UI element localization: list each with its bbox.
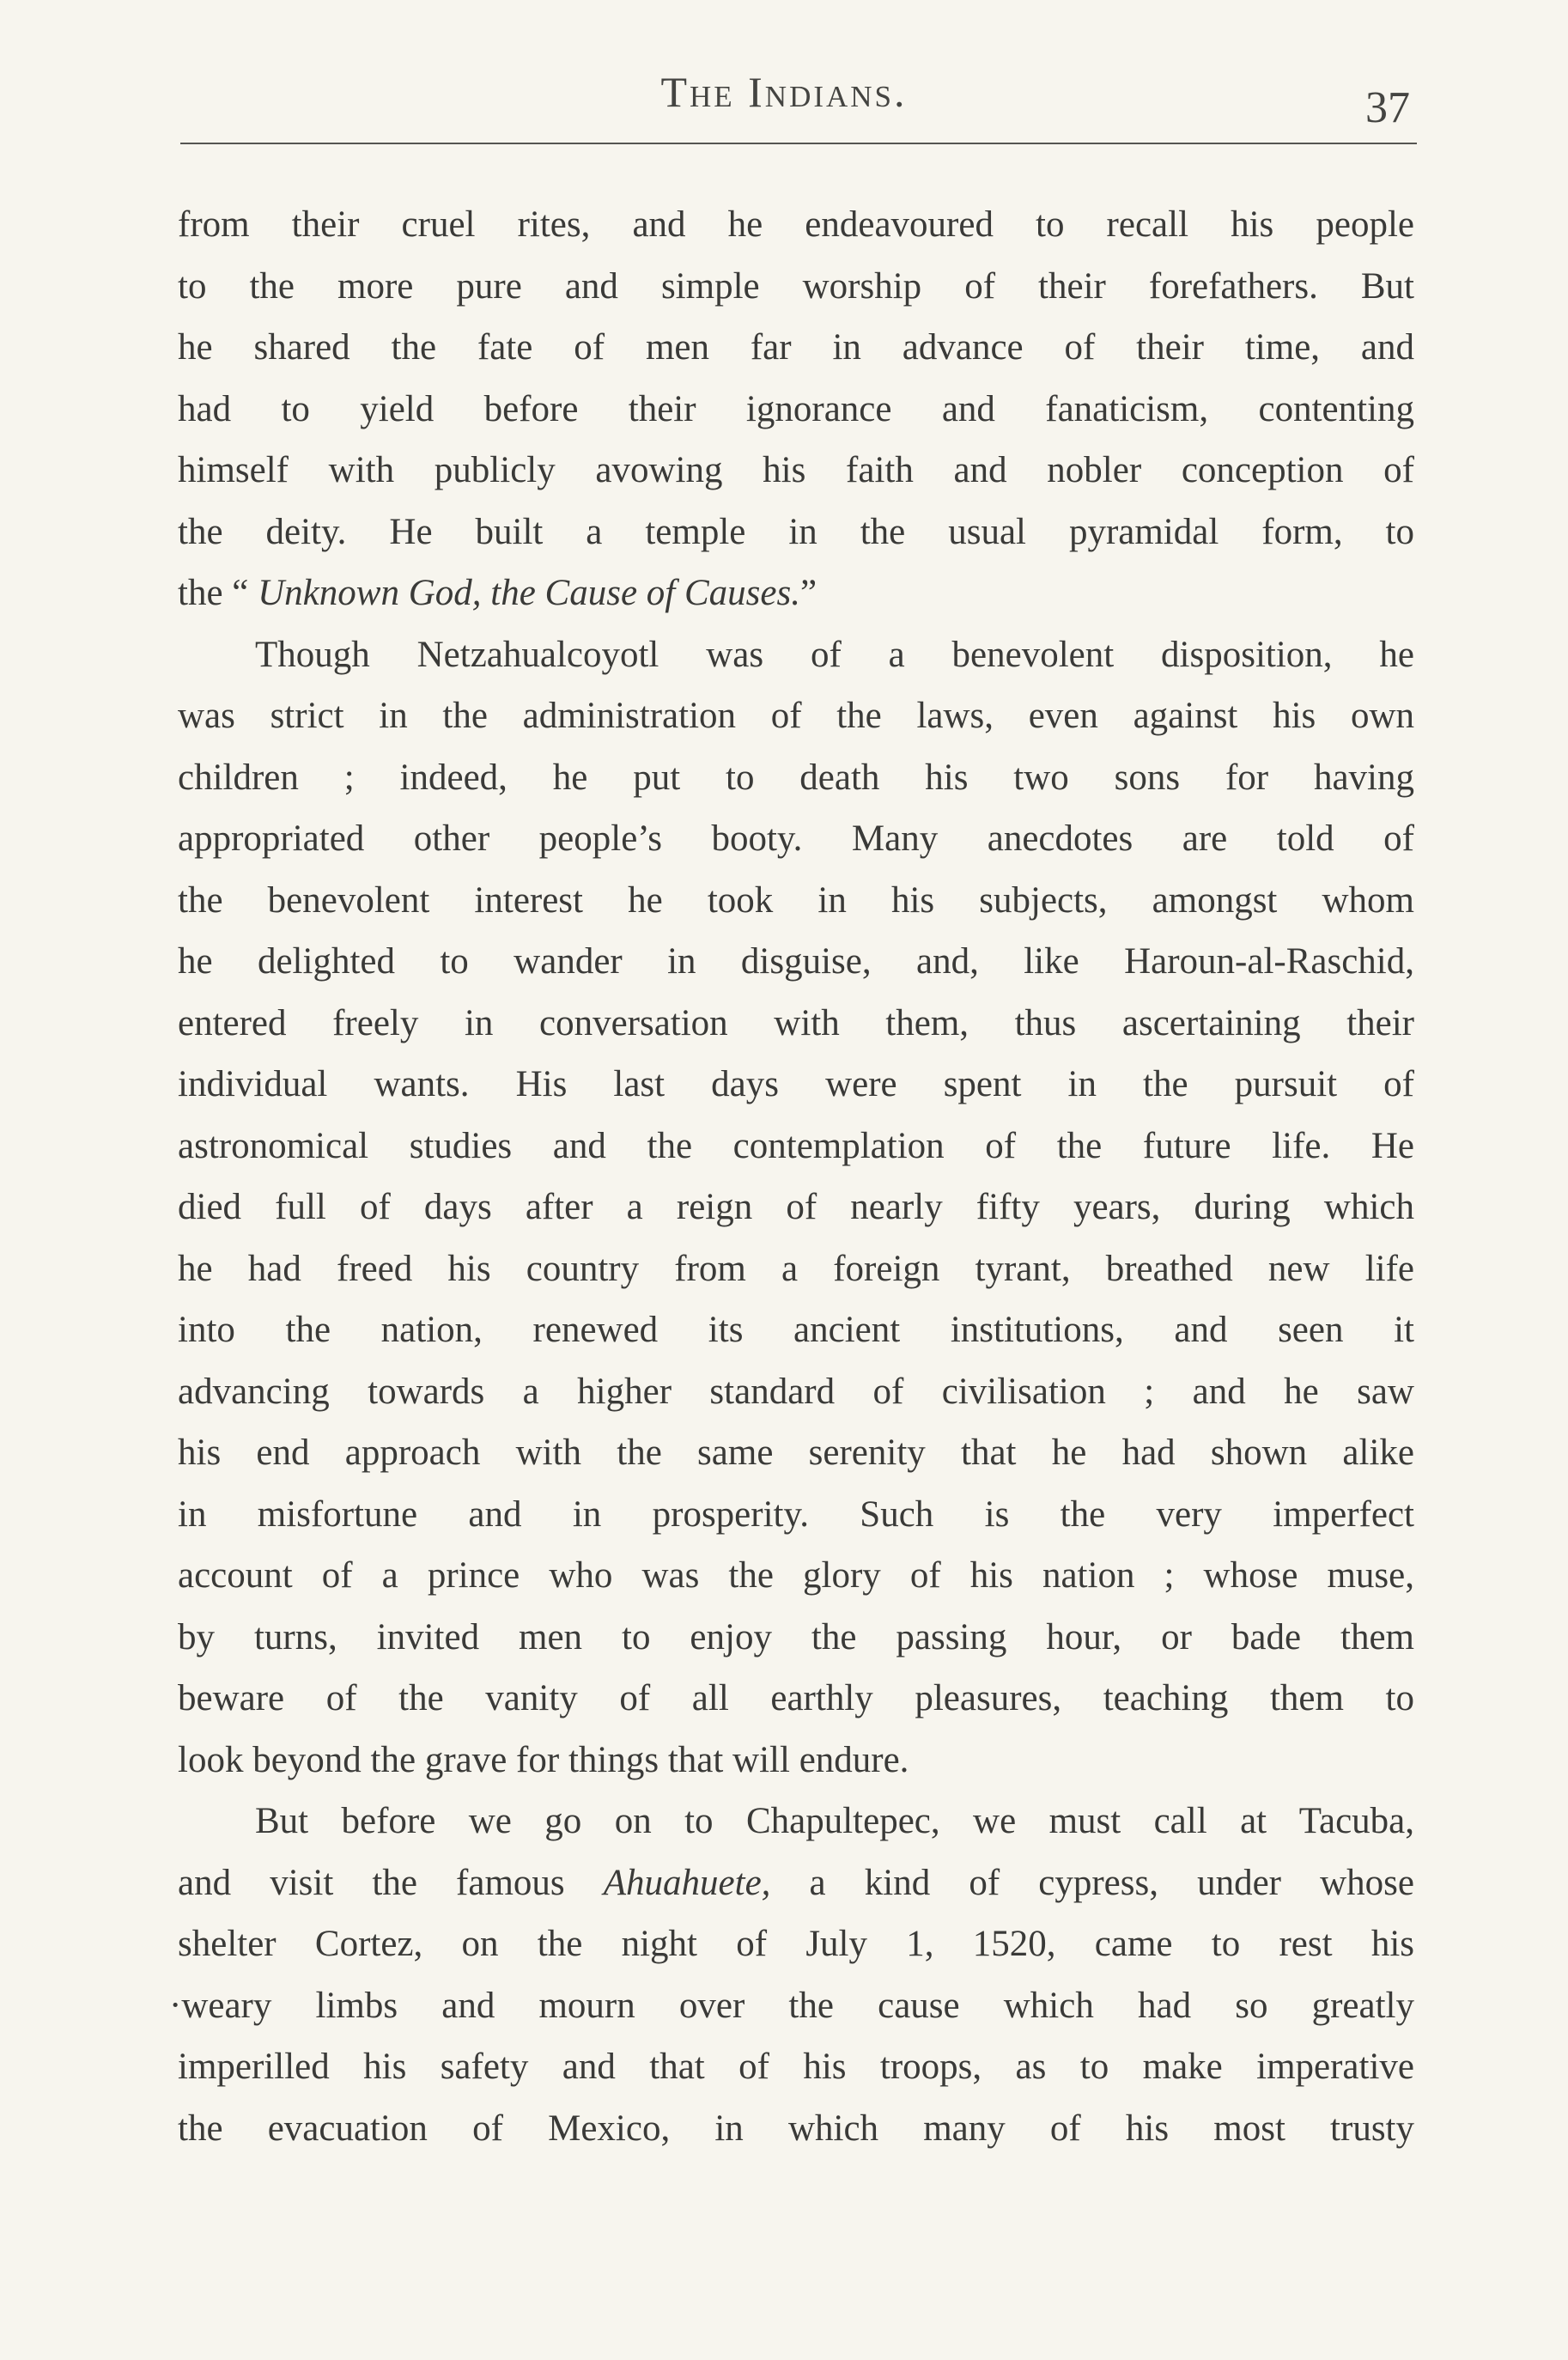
text-segment: look beyond the grave for things that will endure. (178, 1739, 909, 1780)
text-line (178, 931, 1414, 993)
text-line (178, 440, 1414, 502)
text-line (178, 194, 1414, 256)
text-segment: into the nation, renewed its ancient institutions, and seen it (178, 1310, 1414, 1350)
text-line (178, 1730, 1414, 1791)
text-segment: ·weary limbs and mourn over the cause which had so greatly (169, 1985, 1414, 2026)
text-line (178, 870, 1414, 932)
text-segment: the “ (178, 573, 258, 613)
text-line (178, 2036, 1414, 2098)
text-segment: by turns, invited men to enjoy the passing hour, or bade them (178, 1616, 1414, 1657)
text-segment: he shared the fate of men far in advance of their time, and (178, 327, 1414, 368)
text-segment: he delighted to wander in disguise, and, like Haroun-al-Raschid, (178, 941, 1414, 982)
text-segment: Though Netzahualcoyotl was of a benevolent disposition, he (255, 634, 1414, 675)
text-segment: in misfortune and in prosperity. Such is the very imperfect (178, 1493, 1414, 1535)
text-segment: shelter Cortez, on the night of July 1, 1520, came to rest his (178, 1924, 1414, 1964)
text-line (178, 993, 1414, 1055)
text-line (178, 1668, 1414, 1730)
text-line (178, 563, 1414, 624)
text-line (178, 1607, 1414, 1669)
text-line (178, 502, 1414, 563)
text-line (178, 1177, 1414, 1238)
text-segment: the deity. He built a temple in the usual pyramidal form, to (178, 511, 1414, 552)
text-segment: to the more pure and simple worship of their forefathers. But (178, 265, 1414, 307)
text-segment: the benevolent interest he took in his subjects, amongst whom (178, 879, 1414, 921)
text-line (178, 1913, 1414, 1975)
text-segment: imperilled his safety and that of his troops, as to make imperative (178, 2047, 1414, 2087)
text-line (178, 1361, 1414, 1423)
text-segment: and visit the famous (178, 1862, 604, 1903)
text-segment: entered freely in conversation with them, thus ascertaining their (178, 1002, 1414, 1043)
text-segment: appropriated other people’s booty. Many anecdotes are told of (178, 818, 1414, 859)
text-line (178, 1852, 1414, 1914)
text-segment: But before we go on to Chapultepec, we must call at Tacuba, (255, 1801, 1414, 1841)
text-segment: beware of the vanity of all earthly pleasures, teaching them to (178, 1678, 1414, 1718)
text-line (178, 256, 1414, 318)
text-segment: advancing towards a higher standard of civilisation ; and he saw (178, 1371, 1414, 1412)
text-line (178, 1238, 1414, 1300)
text-line (178, 1299, 1414, 1361)
text-line (178, 2098, 1414, 2160)
text-line (178, 685, 1414, 747)
header-rule (180, 143, 1417, 144)
text-segment: he had freed his country from a foreign tyrant, breathed new life (178, 1248, 1414, 1289)
text-segment: account of a prince who was the glory of his nation ; whose muse, (178, 1555, 1414, 1596)
text-segment: his end approach with the same serenity that he had shown alike (178, 1432, 1414, 1473)
text-line (178, 747, 1414, 809)
text-line (169, 1975, 1414, 2037)
text-segment: was strict in the administration of the laws, even against his own (178, 696, 1414, 736)
text-segment: had to yield before their ignorance and fanaticism, contenting (178, 388, 1414, 429)
text-segment: children ; indeed, he put to death his two sons for having (178, 757, 1414, 798)
text-segment: died full of days after a reign of nearly fifty years, during which (178, 1187, 1414, 1227)
text-segment: the evacuation of Mexico, in which many of his most trusty (178, 2108, 1414, 2149)
text-line (178, 1484, 1414, 1546)
text-line (178, 1116, 1414, 1177)
text-segment: a kind of cypress, under whose (770, 1862, 1414, 1903)
italic-text: Unknown God, the Cause of Causes. (258, 573, 800, 613)
text-line (178, 1054, 1414, 1116)
text-line (178, 1545, 1414, 1607)
text-line (178, 1422, 1414, 1484)
text-segment: astronomical studies and the contemplation of the future life. He (178, 1125, 1414, 1166)
paragraph-first-line (178, 624, 1414, 686)
text-segment: from their cruel rites, and he endeavoured to recall his people (178, 204, 1414, 245)
page-number: 37 (1365, 83, 1410, 132)
body-text (169, 194, 1414, 2159)
text-line (178, 317, 1414, 379)
text-segment: ” (799, 573, 817, 613)
text-segment: individual wants. His last days were spent in the pursuit of (178, 1064, 1414, 1104)
running-head-title: The Indians. (660, 68, 908, 116)
text-line (178, 808, 1414, 870)
italic-text: Ahuahuete, (603, 1862, 771, 1903)
text-segment: himself with publicly avowing his faith and nobler conception of (178, 450, 1414, 490)
text-line (178, 379, 1414, 441)
paragraph-first-line (178, 1791, 1414, 1852)
